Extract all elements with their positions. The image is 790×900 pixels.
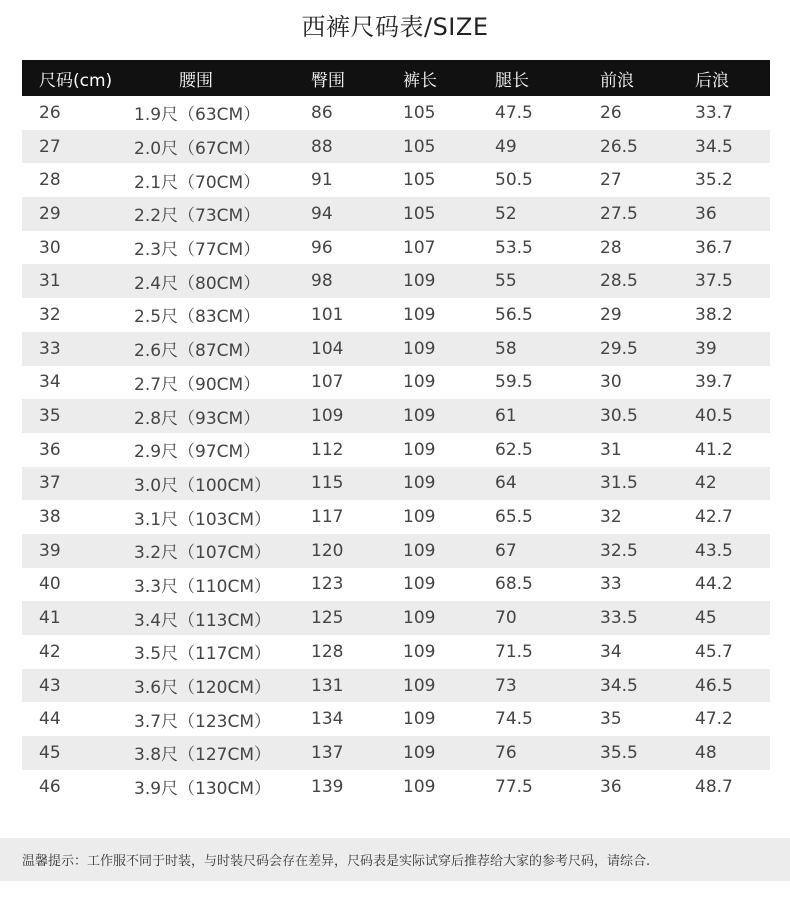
cell-front-rise: 28: [600, 237, 622, 258]
cell-waist: 3.7尺（123CM）: [134, 711, 272, 732]
table-row: [22, 534, 770, 568]
cell-waist: 3.6尺（120CM）: [134, 678, 272, 699]
cell-size: 38: [39, 507, 61, 528]
cell-hip: 88: [311, 136, 333, 157]
cell-leg-length: 47.5: [495, 102, 533, 123]
cell-hip: 107: [311, 372, 344, 393]
cell-waist: 1.9尺（63CM）: [134, 105, 261, 126]
cell-front-rise: 33.5: [600, 608, 638, 629]
table-row: [22, 702, 770, 736]
cell-pants-length: 109: [403, 776, 436, 797]
cell-leg-length: 49: [495, 136, 517, 157]
cell-waist: 3.0尺（100CM）: [134, 475, 272, 496]
cell-pants-length: 109: [403, 675, 436, 696]
cell-hip: 98: [311, 271, 333, 292]
cell-size: 39: [39, 540, 61, 561]
cell-waist: 3.1尺（103CM）: [134, 509, 272, 530]
cell-back-rise: 33.7: [695, 102, 733, 123]
cell-back-rise: 39.7: [695, 372, 733, 393]
cell-leg-length: 65.5: [495, 507, 533, 528]
table-row: [22, 736, 770, 770]
column-header-pants-length: 裤长: [403, 70, 437, 91]
cell-pants-length: 109: [403, 574, 436, 595]
table-row: [22, 500, 770, 534]
cell-pants-length: 109: [403, 338, 436, 359]
cell-back-rise: 39: [695, 338, 717, 359]
tip-bar: [0, 838, 790, 881]
cell-pants-length: 109: [403, 540, 436, 561]
cell-leg-length: 76: [495, 742, 517, 763]
cell-waist: 3.9尺（130CM）: [134, 779, 272, 800]
table-row: [22, 130, 770, 164]
table-row: [22, 399, 770, 433]
cell-leg-length: 56.5: [495, 304, 533, 325]
cell-leg-length: 68.5: [495, 574, 533, 595]
cell-hip: 96: [311, 237, 333, 258]
cell-front-rise: 35.5: [600, 742, 638, 763]
cell-back-rise: 40.5: [695, 406, 733, 427]
cell-hip: 134: [311, 709, 344, 730]
cell-size: 42: [39, 641, 61, 662]
cell-size: 41: [39, 608, 61, 629]
cell-leg-length: 67: [495, 540, 517, 561]
cell-size: 33: [39, 338, 61, 359]
table-row: [22, 467, 770, 501]
cell-size: 34: [39, 372, 61, 393]
cell-back-rise: 41.2: [695, 439, 733, 460]
cell-waist: 2.5尺（83CM）: [134, 307, 261, 328]
table-row: [22, 433, 770, 467]
cell-back-rise: 45: [695, 608, 717, 629]
column-header-hip: 臀围: [311, 70, 345, 91]
tip-text: 温馨提示：工作服不同于时装，与时装尺码会存在差异，尺码表是实际试穿后推荐给大家的参考尺码，请综合.: [22, 854, 651, 869]
cell-pants-length: 107: [403, 237, 436, 258]
cell-pants-length: 109: [403, 709, 436, 730]
cell-back-rise: 35.2: [695, 170, 733, 191]
table-row: [22, 332, 770, 366]
cell-hip: 94: [311, 203, 333, 224]
cell-leg-length: 53.5: [495, 237, 533, 258]
cell-pants-length: 109: [403, 608, 436, 629]
cell-back-rise: 47.2: [695, 709, 733, 730]
cell-pants-length: 109: [403, 304, 436, 325]
cell-hip: 112: [311, 439, 344, 460]
cell-pants-length: 109: [403, 641, 436, 662]
cell-waist: 3.5尺（117CM）: [134, 644, 272, 665]
cell-front-rise: 29: [600, 304, 622, 325]
cell-size: 45: [39, 742, 61, 763]
cell-back-rise: 45.7: [695, 641, 733, 662]
cell-front-rise: 28.5: [600, 271, 638, 292]
cell-pants-length: 109: [403, 372, 436, 393]
cell-front-rise: 33: [600, 574, 622, 595]
page-title: 西裤尺码表/SIZE: [301, 13, 489, 41]
cell-size: 29: [39, 203, 61, 224]
cell-leg-length: 52: [495, 203, 517, 224]
cell-hip: 104: [311, 338, 344, 359]
cell-front-rise: 32: [600, 507, 622, 528]
size-table: [22, 60, 770, 803]
cell-size: 46: [39, 776, 61, 797]
cell-size: 37: [39, 473, 61, 494]
cell-leg-length: 71.5: [495, 641, 533, 662]
cell-waist: 2.1尺（70CM）: [134, 172, 261, 193]
cell-leg-length: 62.5: [495, 439, 533, 460]
cell-size: 28: [39, 170, 61, 191]
column-header-size: 尺码(cm): [39, 70, 113, 91]
cell-back-rise: 36.7: [695, 237, 733, 258]
table-row: [22, 568, 770, 602]
cell-hip: 139: [311, 776, 344, 797]
cell-back-rise: 48.7: [695, 776, 733, 797]
cell-leg-length: 58: [495, 338, 517, 359]
cell-front-rise: 35: [600, 709, 622, 730]
table-row: [22, 163, 770, 197]
table-row: [22, 770, 770, 804]
cell-waist: 2.4尺（80CM）: [134, 273, 261, 294]
cell-size: 44: [39, 709, 61, 730]
cell-front-rise: 34: [600, 641, 622, 662]
cell-hip: 128: [311, 641, 344, 662]
cell-front-rise: 29.5: [600, 338, 638, 359]
cell-pants-length: 109: [403, 507, 436, 528]
cell-waist: 2.2尺（73CM）: [134, 206, 261, 227]
cell-waist: 3.8尺（127CM）: [134, 745, 272, 766]
cell-back-rise: 43.5: [695, 540, 733, 561]
cell-waist: 2.8尺（93CM）: [134, 408, 261, 429]
cell-hip: 86: [311, 102, 333, 123]
cell-front-rise: 34.5: [600, 675, 638, 696]
cell-front-rise: 26: [600, 102, 622, 123]
cell-waist: 3.4尺（113CM）: [134, 610, 272, 631]
cell-front-rise: 27.5: [600, 203, 638, 224]
cell-leg-length: 61: [495, 406, 517, 427]
cell-hip: 117: [311, 507, 344, 528]
column-header-waist: 腰围: [179, 70, 213, 91]
cell-hip: 109: [311, 406, 344, 427]
cell-size: 32: [39, 304, 61, 325]
cell-front-rise: 30.5: [600, 406, 638, 427]
cell-pants-length: 105: [403, 136, 436, 157]
cell-leg-length: 73: [495, 675, 517, 696]
column-header-leg-length: 腿长: [495, 70, 529, 91]
cell-hip: 123: [311, 574, 344, 595]
cell-waist: 3.3尺（110CM）: [134, 576, 272, 597]
cell-size: 43: [39, 675, 61, 696]
cell-size: 36: [39, 439, 61, 460]
cell-hip: 125: [311, 608, 344, 629]
cell-hip: 131: [311, 675, 344, 696]
cell-size: 26: [39, 102, 61, 123]
cell-leg-length: 59.5: [495, 372, 533, 393]
cell-waist: 2.7尺（90CM）: [134, 374, 261, 395]
cell-pants-length: 109: [403, 473, 436, 494]
cell-pants-length: 105: [403, 170, 436, 191]
cell-size: 31: [39, 271, 61, 292]
cell-size: 35: [39, 406, 61, 427]
cell-leg-length: 74.5: [495, 709, 533, 730]
cell-back-rise: 42: [695, 473, 717, 494]
cell-pants-length: 109: [403, 742, 436, 763]
cell-pants-length: 105: [403, 203, 436, 224]
cell-leg-length: 70: [495, 608, 517, 629]
cell-leg-length: 55: [495, 271, 517, 292]
cell-hip: 120: [311, 540, 344, 561]
cell-hip: 137: [311, 742, 344, 763]
cell-front-rise: 27: [600, 170, 622, 191]
table-body: [22, 96, 770, 803]
cell-front-rise: 30: [600, 372, 622, 393]
cell-front-rise: 31.5: [600, 473, 638, 494]
cell-back-rise: 37.5: [695, 271, 733, 292]
cell-waist: 2.9尺（97CM）: [134, 442, 261, 463]
table-header: [22, 60, 770, 96]
cell-back-rise: 42.7: [695, 507, 733, 528]
cell-waist: 2.6尺（87CM）: [134, 341, 261, 362]
cell-back-rise: 34.5: [695, 136, 733, 157]
table-row: [22, 366, 770, 400]
cell-pants-length: 109: [403, 439, 436, 460]
cell-waist: 2.3尺（77CM）: [134, 240, 261, 261]
table-row: [22, 635, 770, 669]
table-row: [22, 96, 770, 130]
cell-waist: 3.2尺（107CM）: [134, 543, 272, 564]
cell-back-rise: 48: [695, 742, 717, 763]
table-row: [22, 231, 770, 265]
cell-front-rise: 31: [600, 439, 622, 460]
cell-pants-length: 109: [403, 271, 436, 292]
cell-pants-length: 105: [403, 102, 436, 123]
cell-size: 30: [39, 237, 61, 258]
cell-waist: 2.0尺（67CM）: [134, 139, 261, 160]
cell-front-rise: 32.5: [600, 540, 638, 561]
cell-back-rise: 38.2: [695, 304, 733, 325]
cell-front-rise: 36: [600, 776, 622, 797]
cell-size: 40: [39, 574, 61, 595]
cell-back-rise: 36: [695, 203, 717, 224]
cell-pants-length: 109: [403, 406, 436, 427]
cell-back-rise: 44.2: [695, 574, 733, 595]
cell-leg-length: 50.5: [495, 170, 533, 191]
cell-hip: 115: [311, 473, 344, 494]
cell-hip: 101: [311, 304, 344, 325]
table-row: [22, 669, 770, 703]
column-header-back-rise: 后浪: [695, 70, 729, 91]
column-header-front-rise: 前浪: [600, 70, 634, 91]
cell-hip: 91: [311, 170, 333, 191]
cell-front-rise: 26.5: [600, 136, 638, 157]
table-row: [22, 601, 770, 635]
cell-back-rise: 46.5: [695, 675, 733, 696]
table-row: [22, 264, 770, 298]
table-row: [22, 298, 770, 332]
cell-leg-length: 77.5: [495, 776, 533, 797]
cell-size: 27: [39, 136, 61, 157]
cell-leg-length: 64: [495, 473, 517, 494]
table-row: [22, 197, 770, 231]
